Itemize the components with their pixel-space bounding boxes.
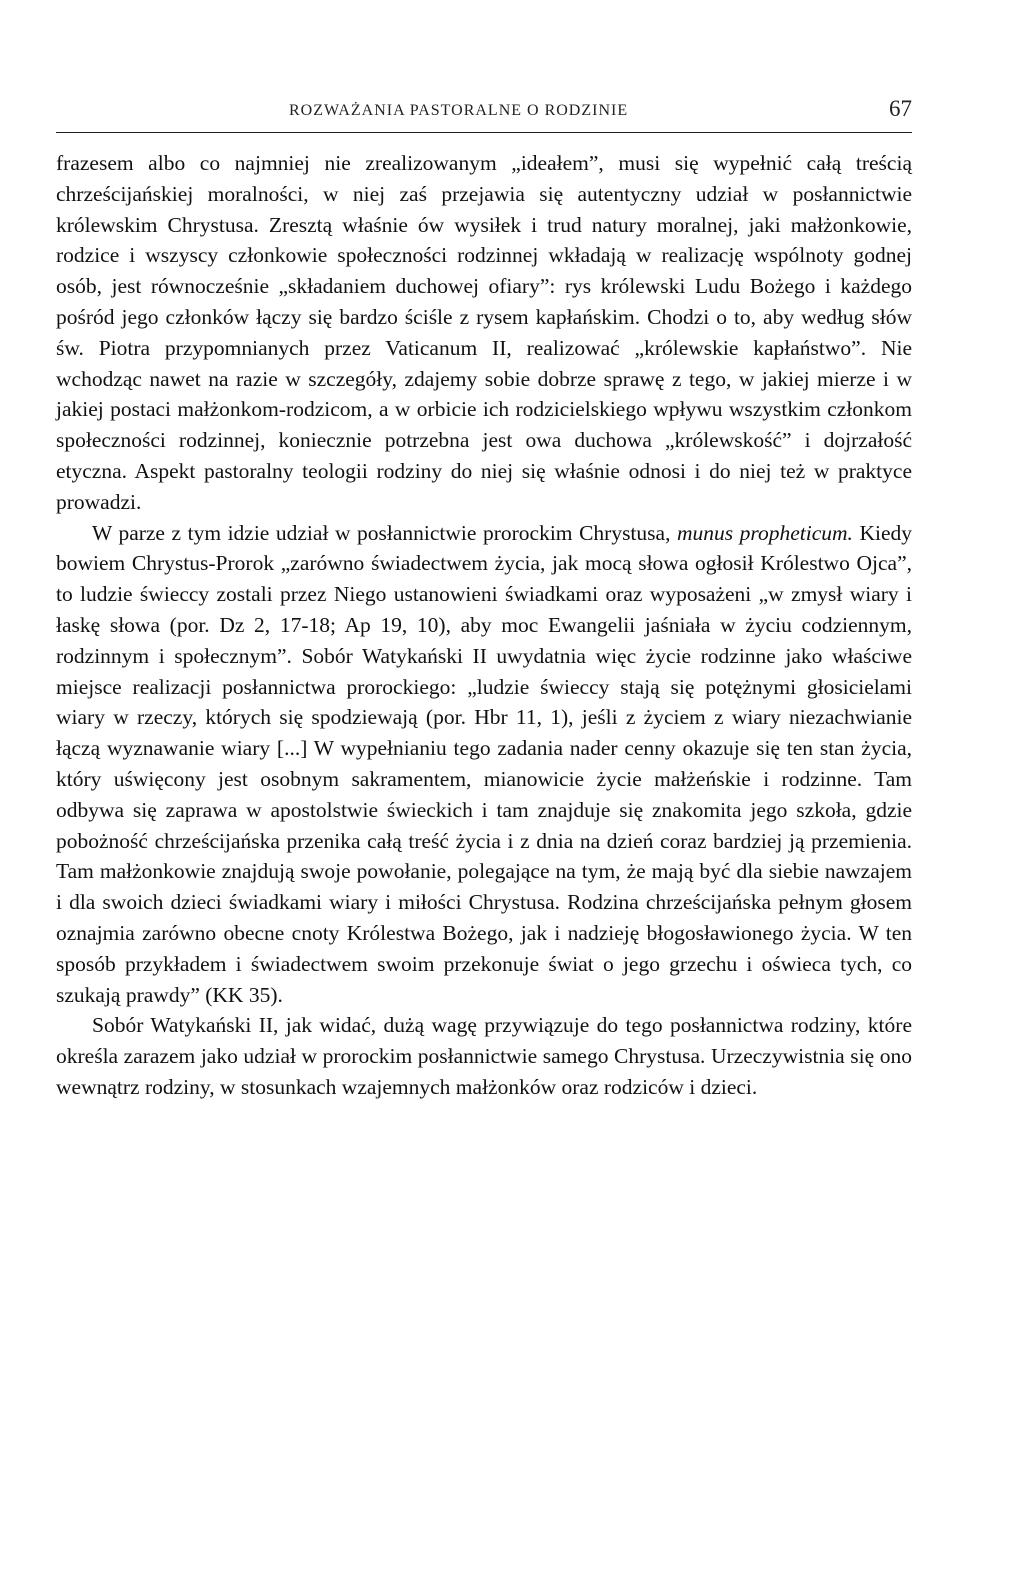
- body-text: [56, 148, 912, 1103]
- running-head: ROZWAŻANIA PASTORALNE O RODZINIE: [289, 102, 629, 119]
- paragraph-2-rest: Kiedy bowiem Chrystus-Prorok „zarówno świadectwem życia, jak mocą słowa ogłosił Królestwo Ojca”, to ludzie świeccy zostali przez Niego ustanowieni świadkami oraz wyposażeni „w zmysł wiary i łaskę słowa (por. Dz 2, 17-18; Ap 19, 10), aby moc Ewangelii jaśniała w życiu codziennym, rodzinnym i społecznym”. Sobór Watykański II uwydatnia więc życie rodzinne jako właściwe miejsce realizacji posłannictwa prorockiego: „ludzie świeccy stają się potężnymi głosicielami wiary w rzeczy, których się spodziewają (por. Hbr 11, 1), jeśli z życiem z wiary niezachwianie łączą wyznawanie wiary [...] W wypełnianiu tego zadania nader cenny okazuje się ten stan życia, który uświęcony jest osobnym sakramentem, mianowicie życie małżeńskie i rodzinne. Tam odbywa się zaprawa w apostolstwie świeckich i tam znajduje się znakomita jego szkoła, gdzie pobożność chrześcijańska przenika całą treść życia i z dnia na dzień coraz bardziej ją przemienia. Tam małżonkowie znajdują swoje powołanie, polegające na tym, że mają być dla siebie nawzajem i dla swoich dzieci świadkami wiary i miłości Chrystusa. Rodzina chrześcijańska pełnym głosem oznajmia zarówno obecne cnoty Królestwa Bożego, jak i nadzieję błogosławionego życia. W ten sposób przykładem i świadectwem swoim przekonuje świat o jego grzechu i oświeca tych, co szukają prawdy” (KK 35).: [56, 520, 912, 1007]
- paragraph-3: Sobór Watykański II, jak widać, dużą wagę przywiązuje do tego posłannictwa rodziny, które określa zarazem jako udział w prorockim posłannictwie samego Chrystusa. Urzeczywistnia się ono wewnątrz rodziny, w stosunkach wzajemnych małżonków oraz rodziców i dzieci.: [56, 1013, 912, 1099]
- paragraph-2-start: W parze z tym idzie udział w posłannictwie prorockim Chrystusa,: [92, 520, 677, 545]
- paragraph-1: frazesem albo co najmniej nie zrealizowanym „ideałem”, musi się wypełnić całą treścią chrześcijańskiej moralności, w niej zaś przejawia się autentyczny udział w posłannictwie królewskim Chrystusa. Zresztą właśnie ów wysiłek i trud natury moralnej, jaki małżonkowie, rodzice i wszyscy członkowie społeczności rodzinnej wkładają w realizację wspólnoty godnej osób, jest równocześnie „składaniem duchowej ofiary”: rys królewski Ludu Bożego i każdego pośród jego członków łączy się bardzo ściśle z rysem kapłańskim. Chodzi o to, aby według słów św. Piotra przypomnianych przez Vaticanum II, realizować „królewskie kapłaństwo”. Nie wchodząc nawet na razie w szczegóły, zdajemy sobie dobrze sprawę z tego, w jakiej mierze i w jakiej postaci małżonkom-rodzicom, a w orbicie ich rodzicielskiego wpływu wszystkim członkom społeczności rodzinnej, koniecznie potrzebna jest owa duchowa „królewskość” i dojrzałość etyczna. Aspekt pastoralny teologii rodziny do niej się właśnie odnosi i do niej też w praktyce prowadzi.: [56, 151, 912, 514]
- latin-term: munus propheticum.: [676, 520, 853, 545]
- page-number: 67: [889, 96, 912, 121]
- document-page: [56, 0, 912, 1584]
- paragraph-2: [56, 518, 912, 1011]
- page-header: [56, 98, 912, 133]
